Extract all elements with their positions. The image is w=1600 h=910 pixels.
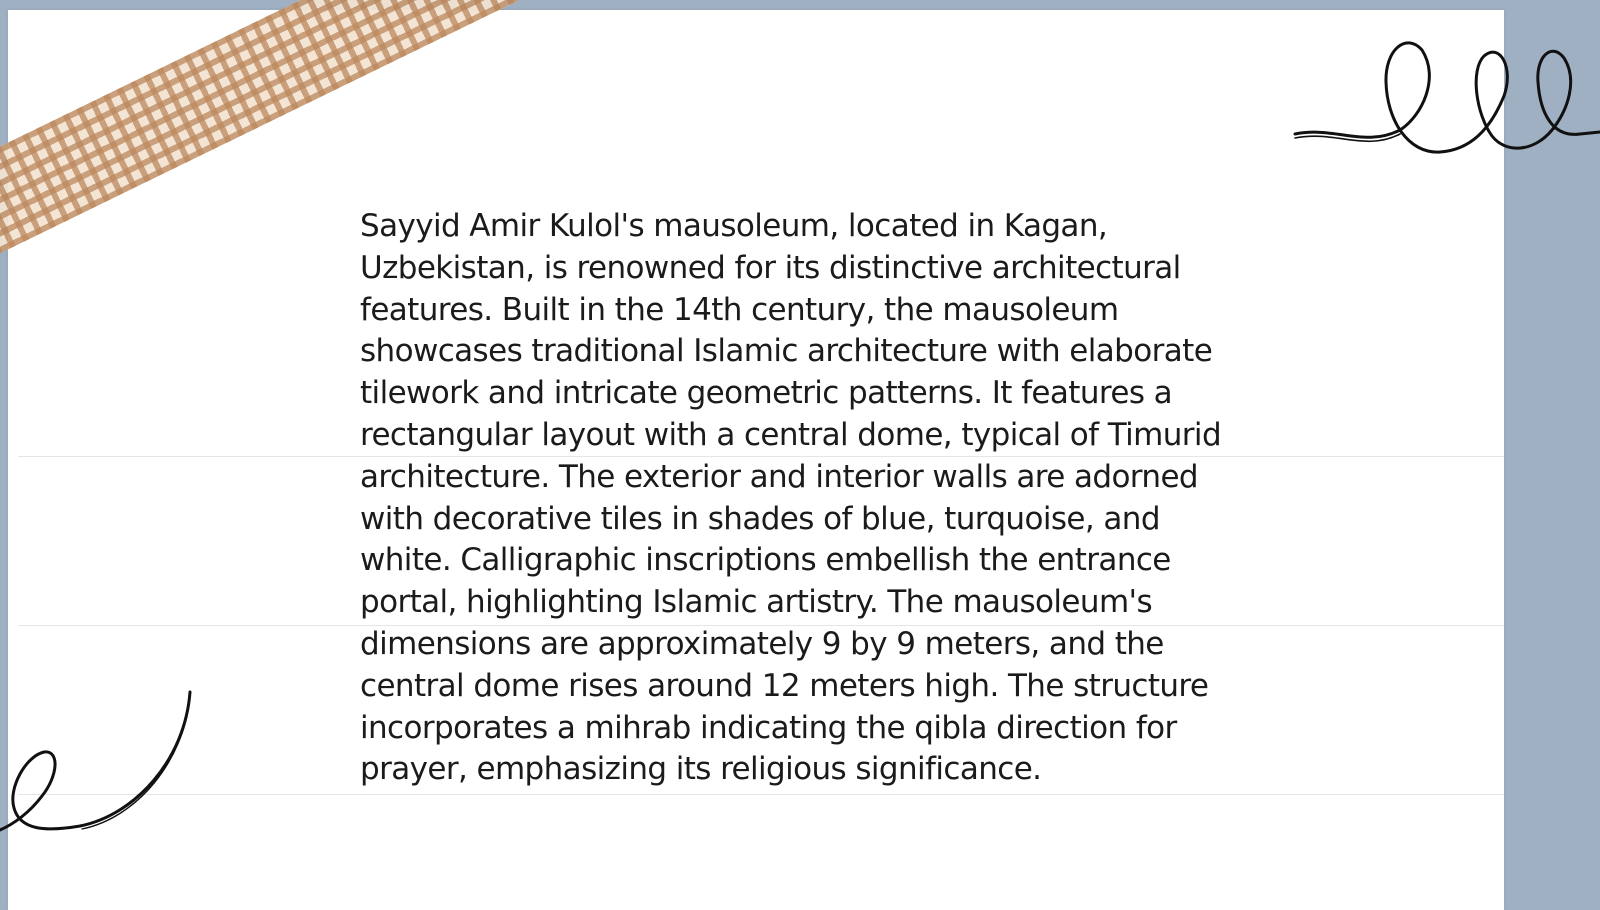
ruled-line bbox=[18, 794, 1504, 795]
body-paragraph: Sayyid Amir Kulol's mausoleum, located in Kagan, Uzbekistan, is renowned for its distinctive architectural features. Built in the 14th century, the mausoleum showcases traditional Islamic architecture with elaborate tilework and intricate geometric patterns. It features a rectangular layout with a central dome, typical of Timurid architecture. The exterior and interior walls are adorned with decorative tiles in shades of blue, turquoise, and white. Calligraphic inscriptions embellish the entrance portal, highlighting Islamic artistry. The mausoleum's dimensions are approximately 9 by 9 meters, and the central dome rises around 12 meters high. The structure incorporates a mihrab indicating the qibla direction for prayer, emphasizing its religious significance. bbox=[360, 208, 1222, 788]
swirl-scribble-icon bbox=[0, 690, 200, 850]
loop-scribble-icon bbox=[1290, 30, 1600, 170]
